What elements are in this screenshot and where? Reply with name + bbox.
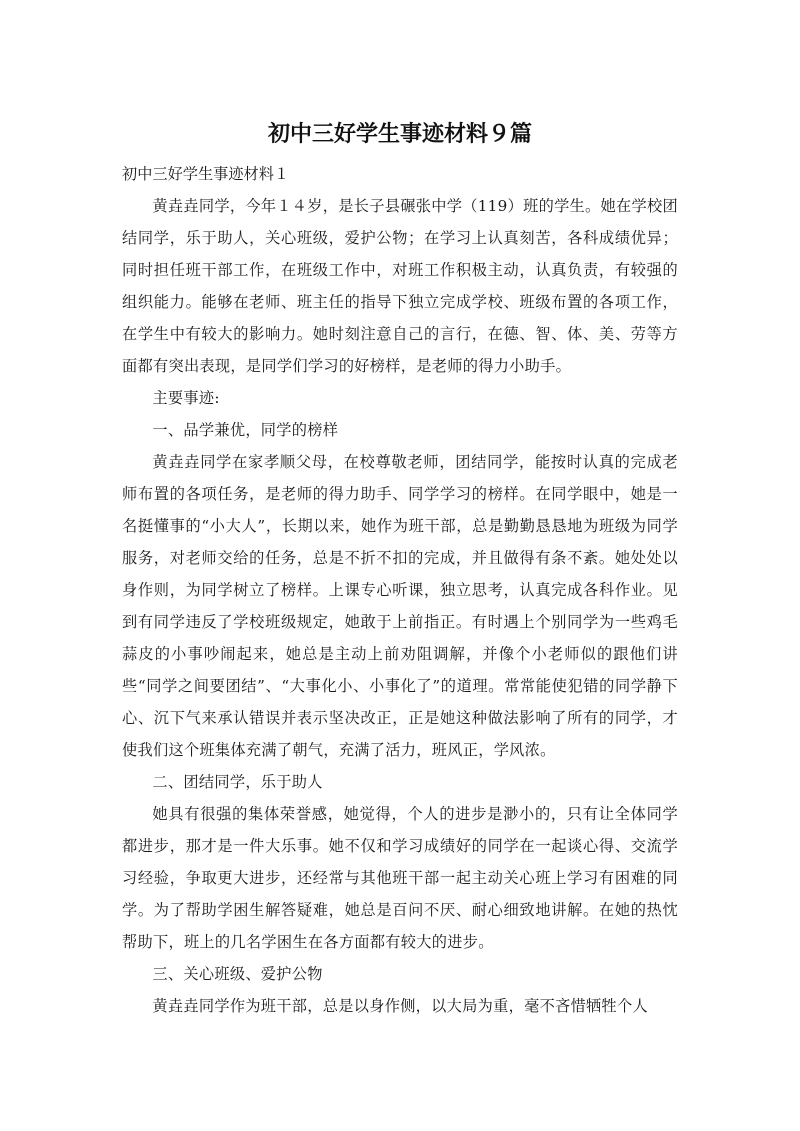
document-body xyxy=(122,190,678,1022)
main-deeds-heading: 主要事迹: xyxy=(152,389,220,407)
section-paragraph-1: 黄垚垚同学在家孝顺父母，在校尊敬老师，团结同学，能按时认真的完成老师布置的各项任务，是老师的得力助手、同学学习的榜样。在同学眼中，她是一名挺懂事的“小大人”，长期以来，她作为班干部，总是勤勤恳恳地为班级为同学服务，对老师交给的任务，总是不折不扣的完成，并且做得有条不紊。她处处以身作则，为同学树立了榜样。上课专心听课，独立思考，认真完成各科作业。见到有同学违反了学校班级规定，她敢于上前指正。有时遇上个别同学为一些鸡毛蒜皮的小事吵闹起来，她总是主动上前劝阻调解，并像个小老师似的跟他们讲些“同学之间要团结”、“大事化小、小事化了”的道理。常常能使犯错的同学静下心、沉下气来承认错误并表示坚决改正，正是她这种做法影响了所有的同学，才使我们这个班集体充满了朝气，充满了活力，班风正，学风浓。 xyxy=(122,453,678,759)
section-paragraph-2: 她具有很强的集体荣誉感，她觉得，个人的进步是渺小的，只有让全体同学都进步，那才是一件大乐事。她不仅和学习成绩好的同学在一起谈心得、交流学习经验，争取更大进步，还经常与其他班干部一起主动关心班上学习有困难的同学。为了帮助学困生解答疑难，她总是百问不厌、耐心细致地讲解。在她的热忱帮助下，班上的几名学困生在各方面都有较大的进步。 xyxy=(122,805,678,951)
document-subtitle: 初中三好学生事迹材料１ xyxy=(122,165,290,183)
section-heading-1: 一、品学兼优，同学的榜样 xyxy=(152,421,339,439)
section-heading-2: 二、团结同学，乐于助人 xyxy=(152,773,323,791)
document-title: 初中三好学生事迹材料９篇 xyxy=(267,122,532,147)
section-paragraph-3: 黄垚垚同学作为班干部，总是以身作侧，以大局为重，毫不吝惜牺牲个人 xyxy=(152,997,648,1015)
section-heading-3: 三、关心班级、爱护公物 xyxy=(152,965,323,983)
intro-paragraph: 黄垚垚同学，今年１４岁，是长子县碾张中学（119）班的学生。她在学校团结同学，乐于助人，关心班级，爱护公物；在学习上认真刻苦，各科成绩优异；同时担任班干部工作，在班级工作中，对班工作积极主动，认真负责，有较强的组织能力。能够在老师、班主任的指导下独立完成学校、班级布置的各项工作，在学生中有较大的影响力。她时刻注意自己的言行，在德、智、体、美、劳等方面都有突出表现，是同学们学习的好榜样，是老师的得力小助手。 xyxy=(122,197,678,375)
